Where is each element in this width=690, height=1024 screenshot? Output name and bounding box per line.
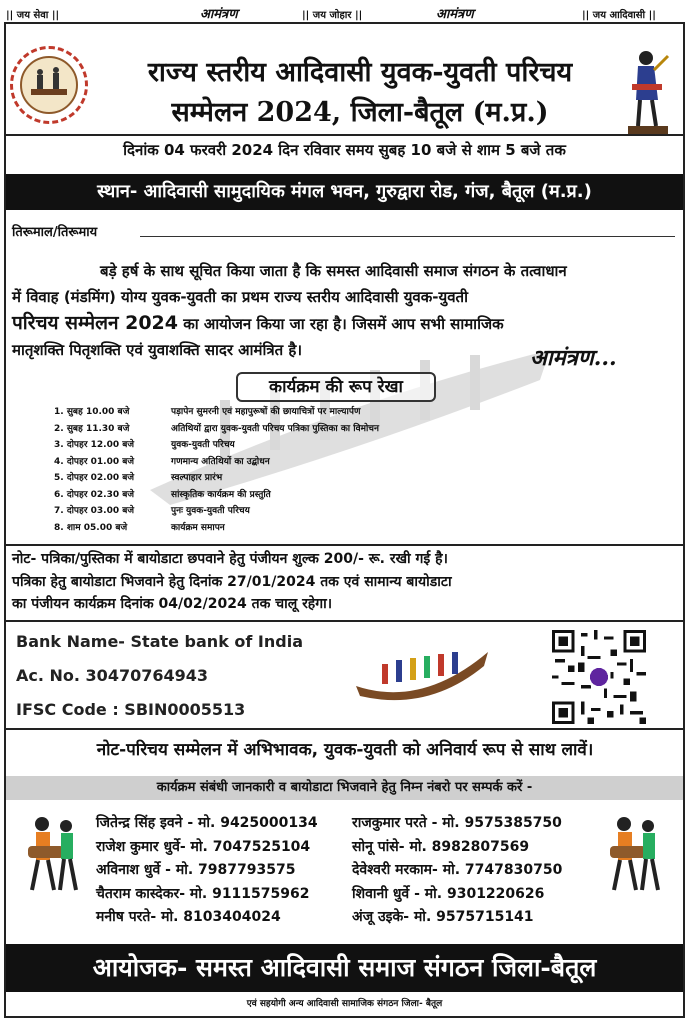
schedule-time: 7. दोपहर 03.00 बजे: [54, 506, 135, 516]
contact-entry[interactable]: सोनू पांसे- मो. 8982807569: [352, 838, 530, 855]
schedule-time: 5. दोपहर 02.00 बजे: [54, 473, 135, 483]
bank-name: Bank Name- State bank of India: [16, 632, 304, 651]
organizer-band: आयोजक- समस्त आदिवासी समाज संगठन जिला-बैतूल: [6, 944, 683, 992]
jai-seva-tag: || जय सेवा ||: [6, 10, 60, 21]
drummer-icon: [18, 812, 84, 896]
note-line3: का पंजीयन कार्यक्रम दिनांक 04/02/2024 तक चालू रहेगा।: [12, 596, 333, 612]
contact-entry[interactable]: अविनाश धुर्वे - मो. 7987793575: [96, 862, 296, 878]
divider: [6, 544, 683, 546]
drummer-icon: [600, 812, 666, 896]
schedule-time: 8. शाम 05.00 बजे: [54, 522, 128, 533]
schedule-desc: पुनः युवक-युवती परिचय: [171, 506, 250, 516]
address-label: तिरूमाल/तिरूमाय: [12, 225, 98, 240]
schedule-item: [54, 421, 614, 438]
schedule-desc: सांस्कृतिक कार्यक्रम की प्रस्तुति: [171, 489, 271, 500]
invitation-line2: में विवाह (मंडमिंग) योग्य युवक-युवती का प्रथम राज्य स्तरीय आदिवासी युवक-युवती: [12, 288, 468, 306]
divider: [6, 728, 683, 730]
contact-entry[interactable]: राजेश कुमार धुर्वे- मो. 7047525104: [96, 838, 311, 855]
contact-entry[interactable]: अंजू उइके- मो. 9575715141: [352, 909, 534, 925]
contact-entry[interactable]: जितेन्द्र सिंह इवने - मो. 9425000134: [96, 815, 318, 831]
contact-entry[interactable]: देवेश्वरी मरकाम- मो. 7747830750: [352, 862, 563, 878]
note-line1: नोट- पत्रिका/पुस्तिका में बायोडाटा छपवाने हेतु पंजीयन शुल्क 200/- रू. रखी गई है।: [12, 551, 448, 567]
note-line2: पत्रिका हेतु बायोडाटा भिजवाने हेतु दिनांक 27/01/2024 तक एवं सामान्य बायोडाटा: [12, 573, 452, 590]
society-logo: [10, 46, 88, 124]
schedule-item: [54, 503, 614, 520]
address-blank-line: [140, 236, 675, 237]
schedule-time: 4. दोपहर 01.00 बजे: [54, 456, 135, 467]
invitation-line3: का आयोजन किया जा रहा है। जिसमें आप सभी सामाजिक: [178, 315, 504, 333]
schedule-item: [54, 470, 614, 487]
schedule-desc: युवक-युवती परिचय: [171, 440, 235, 450]
ifsc-code: IFSC Code : SBIN0005513: [16, 700, 246, 719]
schedule-time: 2. सुबह 11.30 बजे: [54, 423, 130, 434]
schedule-item: [54, 437, 614, 454]
schedule-item: [54, 487, 614, 504]
divider: [6, 134, 683, 136]
venue-band: स्थान- आदिवासी सामुदायिक मंगल भवन, गुरुद्वारा रोड, गंज, बैतूल (म.प्र.): [6, 174, 683, 210]
amantran-signature: आमंत्रण...: [530, 345, 617, 371]
schedule-time: 6. दोपहर 02.30 बजे: [54, 489, 135, 500]
schedule-desc: कार्यक्रम समापन: [171, 522, 225, 533]
event-title-line1: राज्य स्तरीय आदिवासी युवक-युवती परिचय: [147, 57, 573, 88]
contacts-left: [96, 812, 318, 930]
contact-entry[interactable]: मनीष परते- मो. 8103404024: [96, 909, 281, 925]
schedule-item: [54, 454, 614, 471]
schedule-item: [54, 520, 614, 537]
schedule-item: [54, 404, 614, 421]
schedule-title: कार्यक्रम की रूप रेखा: [236, 372, 436, 402]
footer-note: एवं सहयोगी अन्य आदिवासी सामाजिक संगठन जिला- बैतूल: [246, 999, 443, 1009]
schedule-desc: अतिथियों द्वारा युवक-युवती परिचय पत्रिका पुस्तिका का विमोचन: [171, 423, 380, 434]
amantran-mark-left: आमंत्रण: [200, 7, 238, 22]
tribal-figure-icon: [622, 44, 674, 140]
schedule-time: 3. दोपहर 12.00 बजे: [54, 440, 135, 450]
date-time-line: दिनांक 04 फरवरी 2024 दिन रविवार समय सुबह 10 बजे से शाम 5 बजे तक: [123, 141, 566, 159]
contact-heading: कार्यक्रम संबंधी जानकारी व बायोडाटा भिजवाने हेतु निम्न नंबरो पर सम्पर्क करें -: [6, 776, 683, 800]
jai-adivasi-tag: || जय आदिवासी ||: [582, 10, 656, 21]
invitation-line4: मातृशक्ति पितृशक्ति एवं युवाशक्ति सादर आमंत्रित है।: [12, 341, 303, 359]
schedule-desc: गणमान्य अतिथियों का उद्बोधन: [171, 456, 270, 467]
event-title-line2: सम्मेलन 2024, जिला-बैतूल (म.प्र.): [171, 97, 549, 128]
jai-johar-tag: || जय जोहार ||: [302, 10, 363, 21]
amantran-mark-right: आमंत्रण: [436, 7, 474, 22]
schedule-desc: पड़ापेन सुमरनी एवं महापुरूषों की छायाचित्रों पर माल्यार्पण: [171, 407, 361, 417]
payment-qr-code[interactable]: [552, 630, 646, 724]
schedule-list: [54, 404, 614, 536]
account-number: Ac. No. 30470764943: [16, 666, 209, 685]
divider: [6, 620, 683, 622]
header-tags: [0, 4, 690, 22]
contact-entry[interactable]: चैतराम कास्देकर- मो. 9111575962: [96, 885, 310, 902]
invitation-line1: बड़े हर्ष के साथ सूचित किया जाता है कि समस्त आदिवासी समाज संगठन के तत्वाधान: [100, 262, 567, 280]
attendance-note: नोट-परिचय सम्मेलन में अभिभावक, युवक-युवती को अनिवार्य रूप से साथ लावें।: [96, 740, 594, 760]
registration-note: [12, 548, 682, 616]
schedule-time: 1. सुबह 10.00 बजे: [54, 407, 130, 417]
schedule-desc: स्वल्पाहार प्रारंभ: [171, 473, 223, 483]
contacts-right: [352, 812, 562, 930]
invitation-event-name: परिचय सम्मेलन 2024: [12, 312, 178, 334]
contact-entry[interactable]: राजकुमार परते - मो. 9575385750: [352, 815, 562, 831]
dance-boat-icon: [352, 646, 492, 708]
contact-entry[interactable]: शिवानी धुर्वे - मो. 9301220626: [352, 885, 545, 902]
